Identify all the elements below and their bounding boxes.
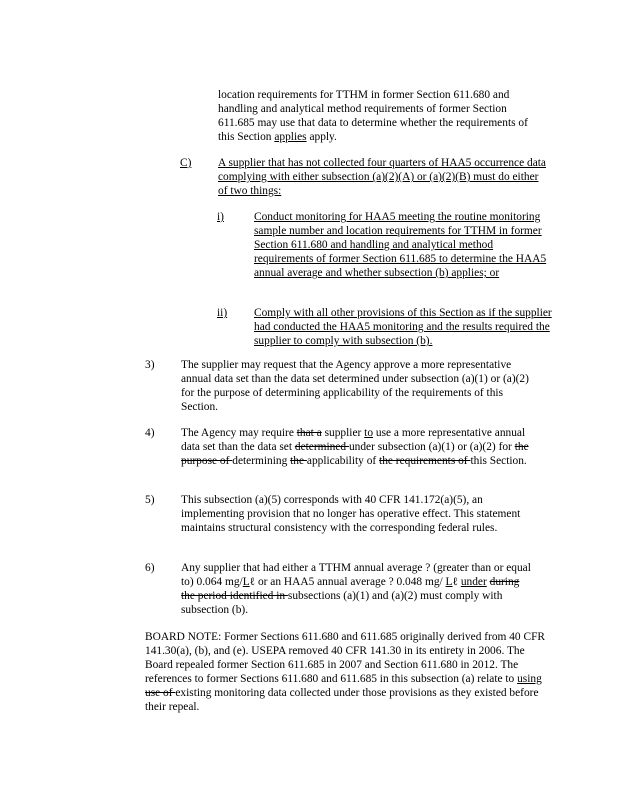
paragraph-4: The Agency may require that a supplier to use a more representative annual data set than the data set determined under subsection (a)(1) or (a)(2) for the purpose of determining the applicability of the requirements of this Section. [181, 427, 529, 467]
paragraph-c-ii: Comply with all other provisions of this Section as if the supplier had conducted the HAA5 monitoring and the results required the supplier to comply with subsection (b). [254, 307, 552, 347]
item-label-4: 4) [145, 427, 155, 439]
paragraph-6: Any supplier that had either a TTHM annual average ? (greater than or equal to) 0.064 mg/Lℓ or an HAA5 annual average ? 0.048 mg/ Lℓ under during the period identified in subsections (a)(1) and (a)(2) must comply with subsection (b). [181, 562, 531, 616]
deleted-text: the purpose of [181, 441, 529, 467]
item-label-c: C) [180, 157, 192, 169]
paragraph-c: A supplier that has not collected four quarters of HAA5 occurrence data complying with either subsection (a)(2)(A) or (a)(2)(B) must do either of two things: [218, 157, 546, 197]
inserted-text: subsection (b) applies; or [384, 267, 500, 279]
paragraph-3: The supplier may request that the Agency approve a more representative annual data set than the data set determined under subsection (a)(1) or (a)(2) for the purpose of determining applicability of the requirements of this Section. [181, 359, 529, 413]
item-label-5: 5) [145, 494, 155, 506]
paragraph-a2b-continuation: location requirements for TTHM in former Section 611.680 and handling and analytical method requirements of former Section 611.685 may use that data to determine whether the requirements of this Section applies apply. [218, 89, 528, 143]
item-label-3: 3) [145, 359, 155, 371]
inserted-text: using [517, 673, 542, 685]
deleted-text: use of [145, 687, 176, 699]
deleted-text: during the period identified in [181, 576, 520, 602]
deleted-text: the requirements of [379, 455, 471, 467]
paragraph-c-i: Conduct monitoring for HAA5 meeting the routine monitoring sample number and location requirements for TTHM in former Section 611.680 and handling and analytical method requirements of former Section 611.685 to determine the HAA5 annual average and whether subsection (b) applies; or [254, 211, 547, 279]
deleted-text: that a [296, 427, 322, 439]
item-label-ii: ii) [217, 307, 228, 319]
inserted-text: under [460, 576, 487, 588]
item-label-6: 6) [145, 562, 155, 574]
paragraph-5: This subsection (a)(5) corresponds with 40 CFR 141.172(a)(5), an implementing provision that no longer has operative effect. This statement maintains structural consistency with the corresponding federal rules. [181, 494, 521, 534]
board-note: BOARD NOTE: Former Sections 611.680 and 611.685 originally derived from 40 CFR 141.30(a), (b), and (e). USEPA removed 40 CFR 141.30 in its entirety in 2006. The Board repealed former Section 611.685 in 2007 and Section 611.680 in 2012. The references to former Sections 611.680 and 611.685 in this subsection (a) relate to using use of existing monitoring data collected under those provisions as they existed before their repeal. [145, 631, 546, 713]
inserted-text: L [445, 576, 453, 588]
deleted-text: the [290, 455, 307, 467]
inserted-text: to [364, 427, 374, 439]
item-label-i: i) [217, 211, 224, 223]
inserted-text: applies [274, 131, 307, 143]
inserted-text: L [242, 576, 250, 588]
deleted-text: determined [294, 441, 349, 453]
